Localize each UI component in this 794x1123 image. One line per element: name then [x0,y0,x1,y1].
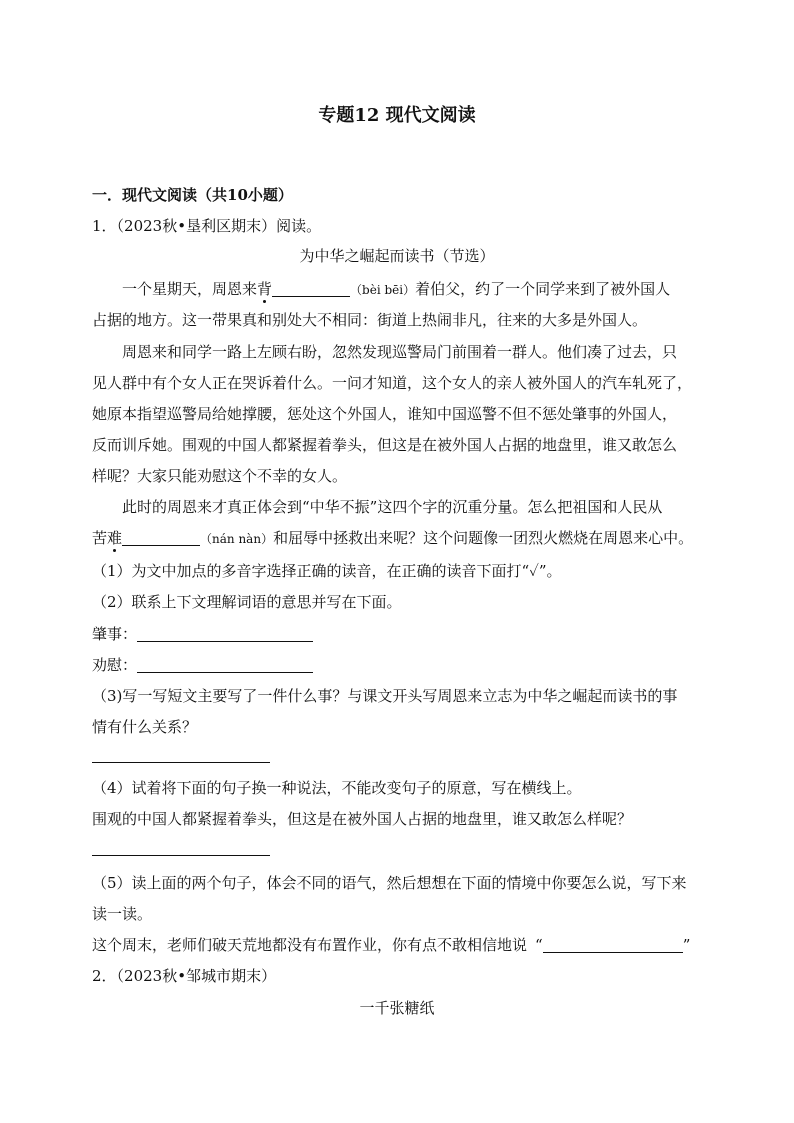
subquestion-5: （5）读上面的两个句子，体会不同的语气，然后想想在下面的情境中你要怎么说，写下来 [92,874,687,892]
paragraph-line: 见人群中有个女人正在哭诉着什么。一问才知道，这个女人的亲人被外国人的汽车轧死了， [92,374,693,392]
paragraph-line: 一个星期天，周恩来背 （bèi bēi）着伯父，约了一个同学来到了被外国人 [122,280,671,298]
section-heading: 一．现代文阅读（共10小题） [92,186,293,204]
pinyin-options: （bèi bēi） [350,283,416,297]
subquestion-3: （3)写一写短文主要写了一件什么事？与课文开头写周恩来立志为中华之崛起而读书的事 [92,687,678,705]
subquestion-4-sentence: 围观的中国人都紧握着拳头，但这是在被外国人占据的地盘里，谁又敢怎么样呢？ [92,810,633,828]
paragraph-line: 样呢？大家只能劝慰这个不幸的女人。 [92,467,348,485]
paragraph-line: 此时的周恩来才真正体会到“中华不振”这四个字的沉重分量。怎么把祖国和人民从 [122,498,663,516]
question-source: （2023秋•邹城市期末） [116,967,277,985]
paragraph-line: 反而训斥她。围观的中国人都紧握着拳头，但这是在被外国人占据的地盘里，谁又敢怎么 [92,436,678,454]
paragraph-line: 她原本指望巡警局给她撑腰，惩处这个外国人，谁知中国巡警不但不惩处肇事的外国人， [92,405,678,423]
page-title: 专题12 现代文阅读 [318,105,476,126]
answer-line[interactable] [92,855,270,856]
question-2-header [92,966,276,986]
dotted-character: 难 [107,529,123,547]
subquestion-5-scene: 这个周末，老师们破天荒地都没有布置作业，你有点不敢相信地说 “ ” [92,936,691,954]
word-item: 劝慰： [92,655,313,675]
subquestion-4: （4）试着将下面的句子换一种说法，不能改变句子的原意，写在横线上。 [92,779,582,797]
passage-title: 一千张糖纸 [359,999,435,1017]
answer-blank[interactable] [272,280,350,297]
answer-blank[interactable] [543,936,683,953]
answer-blank[interactable] [137,656,313,673]
word-item: 肇事： [92,624,313,644]
paragraph-line: 周恩来和同学一路上左顾右盼，忽然发现巡警局门前围着一群人。他们凑了过去，只 [122,343,678,361]
paragraph-line: 占据的地方。这一带果真和别处大不相同：街道上热闹非凡，往来的大多是外国人。 [92,311,648,329]
subquestion-2: （2）联系上下文理解词语的意思并写在下面。 [92,593,402,611]
question-number: 1． [92,217,117,235]
answer-blank[interactable] [122,529,200,546]
answer-blank[interactable] [137,625,313,642]
question-1-header [92,216,321,236]
subquestion-3-continued: 情有什么关系？ [92,718,198,736]
question-source: （2023秋•垦利区期末）阅读。 [116,217,322,235]
dotted-character: 背 [257,280,273,298]
subquestion-1: （1）为文中加点的多音字选择正确的读音，在正确的读音下面打“✓”。 [92,562,562,580]
answer-line[interactable] [92,762,270,763]
passage-title: 为中华之崛起而读书（节选） [299,247,495,265]
subquestion-5-continued: 读一读。 [92,905,153,923]
pinyin-options: （nán nàn） [200,532,274,546]
question-number: 2． [92,967,117,985]
paragraph-line: 苦难 （nán nàn）和屈辱中拯救出来呢？这个问题像一团烈火燃烧在周恩来心中。 [92,529,694,547]
